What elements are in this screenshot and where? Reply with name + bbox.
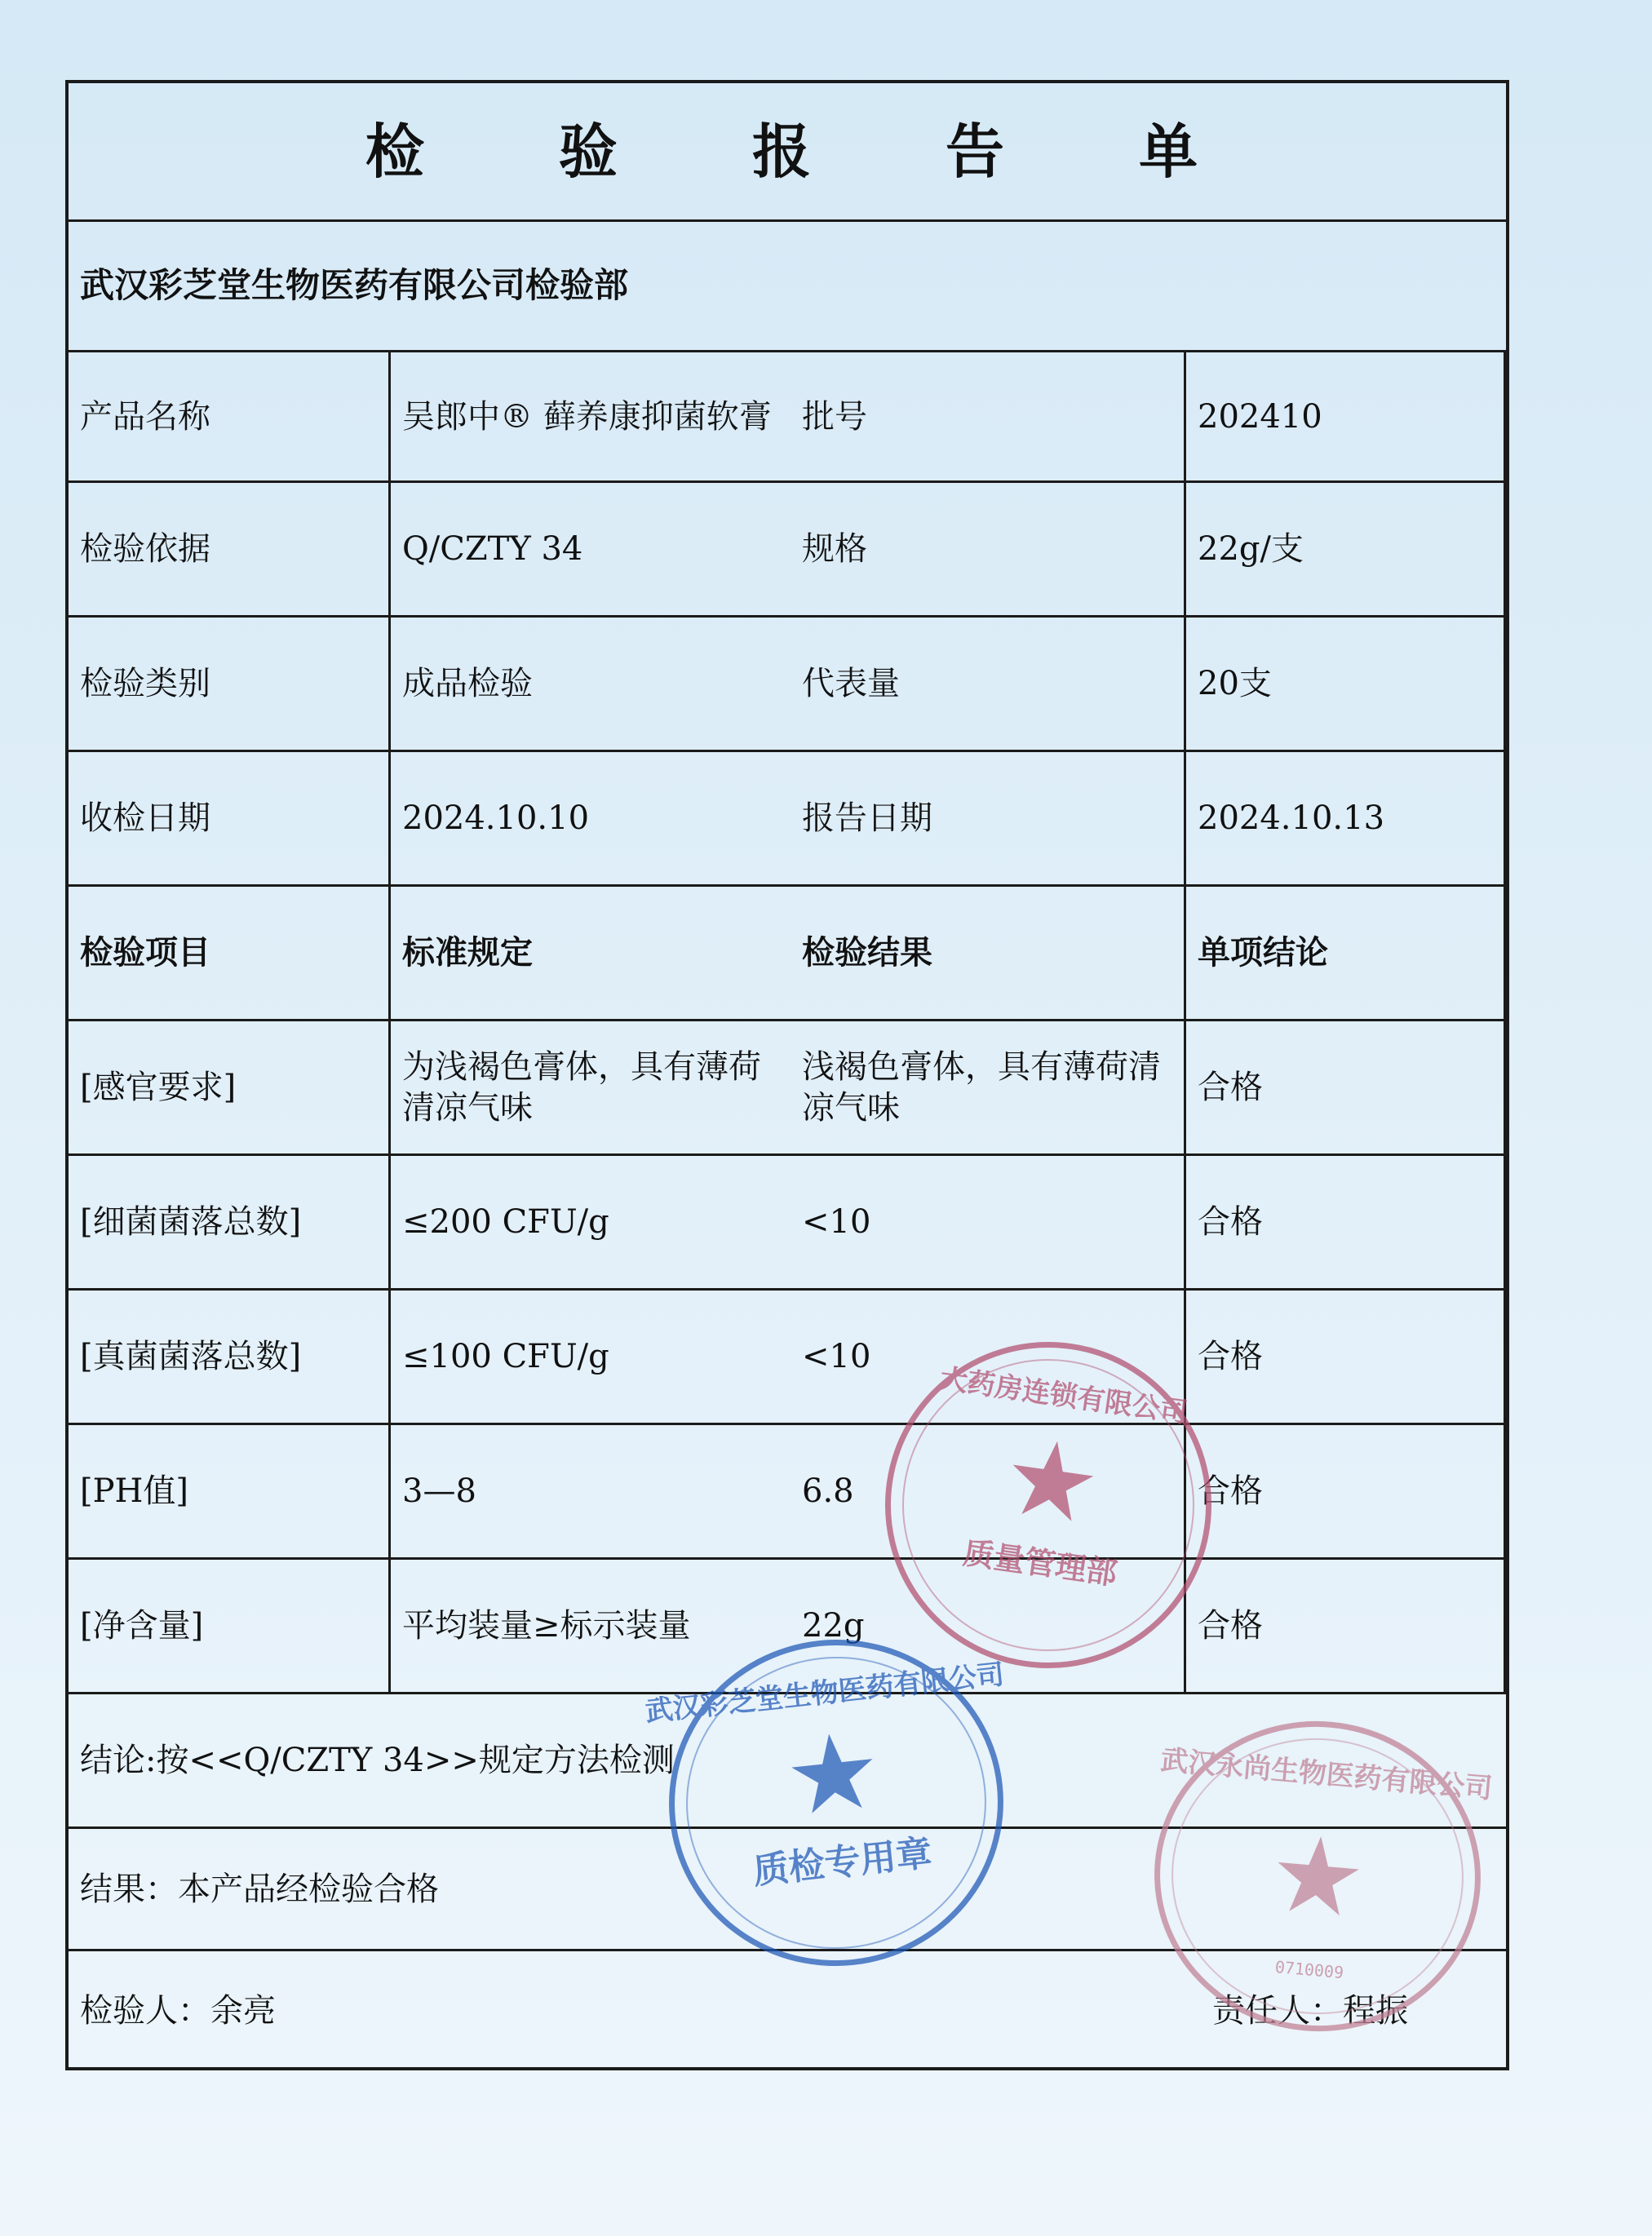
item-name: [真菌菌落总数] — [69, 1291, 391, 1425]
report-sheet — [65, 80, 1509, 2070]
item-conclusion: 合格 — [1186, 1156, 1506, 1291]
item-standard: 为浅褐色膏体，具有薄荷清凉气味 — [391, 1021, 791, 1156]
result-line: 结果：本产品经检验合格 — [69, 1829, 1506, 1951]
blue-seal-arc-text: 武汉彩芝堂生物医药有限公司 — [644, 1658, 1006, 1729]
value-receive-date: 2024.10.10 — [391, 752, 791, 887]
label-basis: 检验依据 — [69, 483, 391, 618]
item-conclusion: 合格 — [1186, 1560, 1506, 1694]
item-conclusion: 合格 — [1186, 1291, 1506, 1425]
star-icon: ★ — [995, 1412, 1108, 1549]
star-icon: ★ — [1264, 1810, 1371, 1942]
label-quantity: 代表量 — [791, 618, 1186, 752]
company-name: 武汉彩芝堂生物医药有限公司检验部 — [69, 222, 1506, 352]
signature-row — [69, 1951, 1506, 2070]
item-name: [净含量] — [69, 1560, 391, 1694]
label-category: 检验类别 — [69, 618, 391, 752]
conclusion-line: 结论:按<<Q/CZTY 34>>规定方法检测 — [69, 1694, 1506, 1829]
value-category: 成品检验 — [391, 618, 791, 752]
item-name: [细菌菌落总数] — [69, 1156, 391, 1291]
item-result: 6.8 — [791, 1425, 1186, 1560]
header-result: 检验结果 — [791, 887, 1186, 1021]
item-name: [PH值] — [69, 1425, 391, 1560]
pink-seal-code: 0710009 — [1273, 1956, 1345, 1983]
header-conclusion: 单项结论 — [1186, 887, 1506, 1021]
value-batch-no: 202410 — [1186, 352, 1506, 483]
item-standard: 平均装量≥标示装量 — [391, 1560, 791, 1694]
red-seal-arc-text: 大药房连锁有限公司 — [937, 1362, 1190, 1430]
item-name: [感官要求] — [69, 1021, 391, 1156]
blue-seal-text: 质检专用章 — [751, 1832, 934, 1893]
responsible-person: 责任人：程振 — [1212, 1991, 1408, 2030]
item-result: 22g — [791, 1560, 1186, 1694]
item-result: <10 — [791, 1291, 1186, 1425]
label-product-name: 产品名称 — [69, 352, 391, 483]
report-table — [65, 80, 1509, 2070]
pink-seal-arc-text: 武汉永尚生物医药有限公司 — [1158, 1743, 1494, 1806]
value-basis: Q/CZTY 34 — [391, 483, 791, 618]
header-standard: 标准规定 — [391, 887, 791, 1021]
red-seal-text: 质量管理部 — [960, 1534, 1120, 1592]
value-spec: 22g/支 — [1186, 483, 1506, 618]
label-spec: 规格 — [791, 483, 1186, 618]
report-title: 检 验 报 告 单 — [69, 83, 1506, 222]
item-standard: 3—8 — [391, 1425, 791, 1560]
value-product-name: 吴郎中® 藓养康抑菌软膏 — [391, 352, 791, 483]
label-receive-date: 收检日期 — [69, 752, 391, 887]
value-report-date: 2024.10.13 — [1186, 752, 1506, 887]
item-standard: ≤100 CFU/g — [391, 1291, 791, 1425]
label-batch-no: 批号 — [791, 352, 1186, 483]
label-report-date: 报告日期 — [791, 752, 1186, 887]
item-conclusion: 合格 — [1186, 1425, 1506, 1560]
item-standard: ≤200 CFU/g — [391, 1156, 791, 1291]
item-conclusion: 合格 — [1186, 1021, 1506, 1156]
item-result: <10 — [791, 1156, 1186, 1291]
value-quantity: 20支 — [1186, 618, 1506, 752]
star-icon: ★ — [779, 1707, 888, 1840]
header-item: 检验项目 — [69, 887, 391, 1021]
inspector: 检验人：余亮 — [80, 1991, 276, 2030]
item-result: 浅褐色膏体，具有薄荷清凉气味 — [791, 1021, 1186, 1156]
